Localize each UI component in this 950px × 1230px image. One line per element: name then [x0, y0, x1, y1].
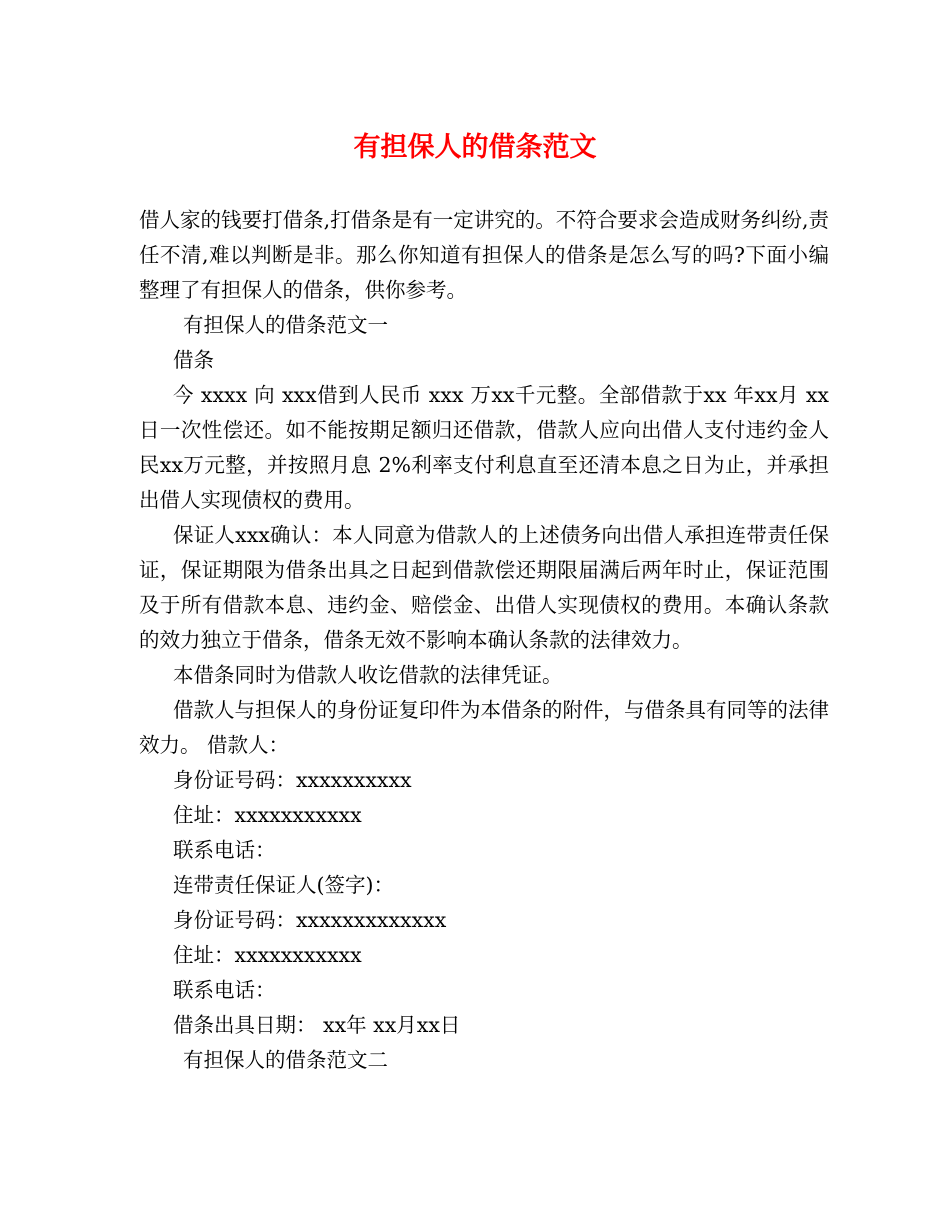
loan-terms-paragraph: 今 xxxx 向 xxx借到人民币 xxx 万xx千元整。全部借款于xx 年xx月 xx日一次性偿还。如不能按期足额归还借款，借款人应向出借人支付违约金人民xx万元整，并按照月息 2%利率支付利息直至还清本息之日为止，并承担出借人实现债权的费用。 — [139, 383, 829, 512]
borrower-phone-field: 联系电话： — [173, 838, 276, 862]
borrower-address-field: 住址：xxxxxxxxxxx — [173, 803, 362, 827]
receipt-paragraph: 本借条同时为借款人收讫借款的法律凭证。 — [173, 663, 563, 687]
attachment-paragraph: 借款人与担保人的身份证复印件为本借条的附件，与借条具有同等的法律效力。 借款人： — [139, 698, 829, 757]
section-heading-1: 有担保人的借条范文一 — [183, 313, 388, 337]
note-title: 借条 — [173, 348, 214, 372]
document-title: 有担保人的借条范文 — [353, 132, 597, 163]
borrower-id-field: 身份证号码：xxxxxxxxxx — [173, 768, 412, 792]
guarantor-phone-field: 联系电话： — [173, 978, 276, 1002]
guarantor-signature-label: 连带责任保证人(签字)： — [173, 873, 394, 897]
guarantor-address-field: 住址：xxxxxxxxxxx — [173, 943, 362, 967]
issue-date-field: 借条出具日期： xx年 xx月xx日 — [173, 1013, 461, 1037]
section-heading-2: 有担保人的借条范文二 — [183, 1048, 388, 1072]
guarantor-id-field: 身份证号码：xxxxxxxxxxxxx — [173, 908, 447, 932]
document-body — [139, 203, 829, 1078]
guarantee-paragraph: 保证人xxx确认：本人同意为借款人的上述债务向出借人承担连带责任保证，保证期限为借条出具之日起到借款偿还期限届满后两年时止，保证范围及于所有借款本息、违约金、赔偿金、出借人实现债权的费用。本确认条款的效力独立于借条，借条无效不影响本确认条款的法律效力。 — [139, 523, 829, 652]
intro-paragraph: 借人家的钱要打借条,打借条是有一定讲究的。不符合要求会造成财务纠纷,责任不清,难以判断是非。那么你知道有担保人的借条是怎么写的吗?下面小编整理了有担保人的借条，供你参考。 — [139, 208, 829, 302]
